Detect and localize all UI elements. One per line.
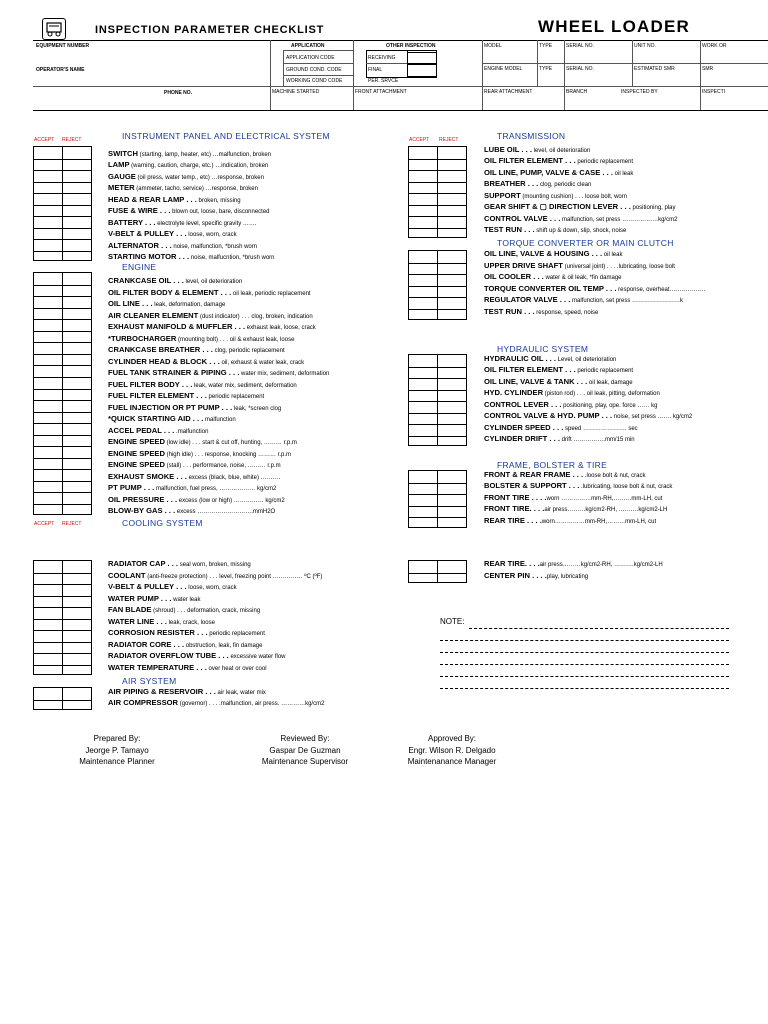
note-line[interactable] bbox=[440, 664, 729, 665]
serial-no-label: SERIAL NO. bbox=[566, 43, 594, 49]
checklist-item bbox=[108, 662, 267, 676]
item-name: FUEL FILTER BODY . . . bbox=[108, 380, 193, 389]
section-frame-bolster-tire: FRAME, BOLSTER & TIRE bbox=[497, 460, 608, 470]
item-name: FUSE & WIRE . . . bbox=[108, 206, 171, 215]
item-description: (low idle) . . . start & cut off, hunting, ……… r.p.m bbox=[164, 440, 297, 446]
item-description: response, overheat……………… bbox=[616, 287, 706, 293]
reject-label: REJECT bbox=[439, 137, 459, 143]
item-description: oil leak, damage bbox=[587, 380, 633, 386]
section-air-system: AIR SYSTEM bbox=[122, 676, 177, 686]
item-name: WATER TEMPERATURE . . . bbox=[108, 663, 207, 672]
item-description: positioning, play, ope. force …… kg bbox=[561, 403, 658, 409]
item-description: .lubricating, loose bolt & nut, crack bbox=[579, 484, 673, 490]
checklist-item bbox=[484, 306, 598, 320]
item-name: ENGINE SPEED bbox=[108, 449, 165, 458]
item-name: CONTROL VALVE & HYD. PUMP . . . bbox=[484, 411, 613, 420]
note-label: NOTE: bbox=[440, 617, 465, 626]
item-name: OIL LINE, VALVE & TANK . . . bbox=[484, 377, 588, 386]
item-description: malfunction, fuel press, ……………… kg/cm2 bbox=[154, 486, 277, 492]
item-name: FRONT & REAR FRAME . . . bbox=[484, 470, 584, 479]
item-name: *QUICK STARTING AID . . . bbox=[108, 414, 204, 423]
item-name: WATER PUMP . . . bbox=[108, 594, 172, 603]
final-label: FINAL bbox=[368, 67, 383, 73]
work-order-label: WORK OR bbox=[702, 43, 727, 49]
item-name: SWITCH bbox=[108, 149, 138, 158]
item-description: leak, crack, loose bbox=[166, 620, 215, 626]
rear-attachment-label: REAR ATTACHMENT bbox=[484, 89, 533, 95]
item-name: V-BELT & PULLEY . . . bbox=[108, 229, 187, 238]
signature-prepared-by bbox=[47, 733, 187, 768]
item-description: (mounting cushion) . . . loose bolt, worn bbox=[520, 194, 628, 200]
section-instrument-panel: INSTRUMENT PANEL AND ELECTRICAL SYSTEM bbox=[122, 131, 330, 141]
item-description: leak, *screen clog bbox=[232, 406, 282, 412]
item-description: loose, worn, crack bbox=[186, 232, 237, 238]
item-description: periodic replacement bbox=[206, 394, 265, 400]
note-line[interactable] bbox=[440, 640, 729, 641]
item-description: blown out, loose, bare, disconnected bbox=[170, 209, 270, 215]
checklist-item bbox=[108, 251, 275, 265]
item-description: clog, periodic clean bbox=[538, 182, 592, 188]
item-name: *TURBOCHARGER bbox=[108, 334, 177, 343]
form-title: INSPECTION PARAMETER CHECKLIST bbox=[95, 24, 325, 36]
item-description: broken, missing bbox=[196, 198, 241, 204]
section-transmission: TRANSMISSION bbox=[497, 131, 566, 141]
item-description: (ammeter, tacho, service) …response, broken bbox=[134, 186, 258, 192]
item-description: (universal joint) . . . .lubricating, loose bolt bbox=[562, 264, 675, 270]
note-line[interactable] bbox=[440, 688, 729, 689]
item-description: worn……………mm-RH,………mm-LH, cut bbox=[541, 519, 657, 525]
item-name: OIL LINE, PUMP, VALVE & CASE . . . bbox=[484, 168, 613, 177]
item-name: STARTING MOTOR . . . bbox=[108, 252, 190, 261]
item-description: Level, oil deterioration bbox=[556, 357, 617, 363]
item-description: (anti-freeze protection) . . . level, freezing point …………… ºC (ºF) bbox=[145, 574, 323, 580]
item-name: AIR CLEANER ELEMENT bbox=[108, 311, 199, 320]
unit-no-label: UNIT NO. bbox=[634, 43, 656, 49]
section-hydraulic-system: HYDRAULIC SYSTEM bbox=[497, 344, 589, 354]
item-description: loose, worn, crack bbox=[186, 585, 237, 591]
item-name: OIL COOLER . . . bbox=[484, 272, 544, 281]
item-name: ENGINE SPEED bbox=[108, 437, 165, 446]
item-name: REAR TIRE. . . . bbox=[484, 559, 540, 568]
checklist-item bbox=[108, 505, 275, 519]
item-name: GEAR SHIFT & ▢ DIRECTION LEVER . . . bbox=[484, 202, 631, 211]
item-name: PT PUMP . . . bbox=[108, 483, 155, 492]
item-description: shift up & down, slip, shock, noise bbox=[534, 228, 627, 234]
item-description: play, lubricating bbox=[546, 574, 589, 580]
operators-name-label: OPERATOR'S NAME bbox=[36, 67, 85, 73]
accept-reject-checkbox-grid[interactable] bbox=[33, 560, 92, 675]
item-name: REGULATOR VALVE . . . bbox=[484, 295, 571, 304]
item-description: exhaust leak, loose, crack bbox=[245, 325, 316, 331]
item-name: CONTROL LEVER . . . bbox=[484, 400, 562, 409]
item-description: positioning, play bbox=[630, 205, 676, 211]
item-name: OIL PRESSURE . . . bbox=[108, 495, 178, 504]
item-name: FAN BLADE bbox=[108, 605, 152, 614]
item-name: WATER LINE . . . bbox=[108, 617, 167, 626]
item-name: CONTROL VALVE . . . bbox=[484, 214, 561, 223]
checklist-item bbox=[484, 570, 588, 584]
accept-reject-checkbox-grid[interactable] bbox=[408, 354, 467, 446]
machine-type-title: WHEEL LOADER bbox=[538, 17, 690, 36]
item-name: RADIATOR CORE . . . bbox=[108, 640, 185, 649]
item-name: TEST RUN . . . bbox=[484, 307, 535, 316]
item-name: FRONT TIRE. . . . bbox=[484, 504, 545, 513]
item-name: FUEL FILTER ELEMENT . . . bbox=[108, 391, 207, 400]
item-description: oil leak, periodic replacement bbox=[231, 291, 311, 297]
item-description: water mix, sediment, deformation bbox=[239, 371, 330, 377]
accept-label: ACCEPT bbox=[34, 137, 55, 143]
inspected-by-label: INSPECTED BY bbox=[621, 89, 658, 95]
accept-reject-checkbox-grid[interactable] bbox=[408, 250, 467, 320]
item-name: BREATHER . . . bbox=[484, 179, 539, 188]
item-description: noise, malfunction, *brush worn bbox=[171, 244, 258, 250]
item-description: oil leak bbox=[612, 171, 634, 177]
front-attachment-label: FRONT ATTACHMENT bbox=[355, 89, 407, 95]
item-description: response, speed, noise bbox=[534, 310, 599, 316]
item-name: REAR TIRE . . . . bbox=[484, 516, 542, 525]
ground-cond-code-label: GROUND COND. CODE bbox=[286, 67, 342, 73]
item-name: OIL LINE, VALVE & HOUSING . . . bbox=[484, 249, 603, 258]
model-label: MODEL bbox=[484, 43, 502, 49]
reject-label: REJECT bbox=[62, 521, 82, 527]
note-line[interactable] bbox=[469, 628, 729, 629]
item-name: V-BELT & PULLEY . . . bbox=[108, 582, 187, 591]
checklist-item bbox=[484, 433, 635, 447]
item-description: electrolyte level, specific gravity ……. bbox=[155, 221, 257, 227]
other-inspection-label: OTHER INSPECTION bbox=[386, 43, 436, 49]
item-description: periodic replacement bbox=[207, 631, 265, 637]
signature-role: Prepared By: bbox=[93, 734, 141, 743]
item-description: air press………kg/cm2-RH, ……….kg/cm2-LH bbox=[539, 562, 663, 568]
item-description: (dust indicator) . . . clog, broken, indication bbox=[198, 314, 313, 320]
item-description: water leak bbox=[171, 597, 201, 603]
item-name: GAUGE bbox=[108, 172, 136, 181]
engine-serial-no-label: SERIAL NO. bbox=[566, 66, 594, 72]
item-name: METER bbox=[108, 183, 135, 192]
application-code-label: APPLICATION CODE bbox=[286, 55, 335, 61]
item-description: noise, set press ……. kg/cm2 bbox=[612, 414, 693, 420]
item-name: OIL FILTER ELEMENT . . . bbox=[484, 365, 576, 374]
item-name: ACCEL PEDAL . . . bbox=[108, 426, 175, 435]
item-name: EXHAUST SMOKE . . . bbox=[108, 472, 187, 481]
item-name: BLOW-BY GAS . . . bbox=[108, 506, 176, 515]
item-name: CENTER PIN . . . . bbox=[484, 571, 547, 580]
item-description: drift …………….mm/15 min bbox=[559, 437, 635, 443]
item-description: worn ……………mm-RH,………mm-LH, cut bbox=[546, 496, 663, 502]
item-description: excess (black, blue, white) ………. bbox=[186, 475, 281, 481]
machine-started-label: MACHINE STARTED bbox=[272, 89, 320, 95]
item-description: (mounting bolt) . . . oil & exhaust leak, loose bbox=[176, 337, 295, 343]
item-name: TORQUE CONVERTER OIL TEMP . . . bbox=[484, 284, 617, 293]
item-description: oil leak bbox=[602, 252, 623, 258]
signature-name: Gaspar De Guzman bbox=[269, 745, 341, 755]
item-name: FRONT TIRE . . . . bbox=[484, 493, 547, 502]
item-name: LUBE OIL . . . bbox=[484, 145, 532, 154]
phone-no-label: PHONE NO. bbox=[164, 90, 193, 96]
checklist-item bbox=[484, 224, 626, 238]
signature-name: Engr. Wilson R. Delgado bbox=[408, 745, 496, 755]
item-name: HYDRAULIC OIL . . . bbox=[484, 354, 557, 363]
item-name: RADIATOR OVERFLOW TUBE . . . bbox=[108, 651, 229, 660]
item-name: CRANKCASE OIL . . . bbox=[108, 276, 184, 285]
signature-approved-by bbox=[382, 733, 522, 768]
item-description: oil, exhaust & water leak, crack bbox=[219, 360, 305, 366]
signature-role: Approved By: bbox=[427, 734, 477, 743]
smr-label: SMR bbox=[702, 66, 714, 72]
item-name: BATTERY . . . bbox=[108, 218, 156, 227]
item-description: clog, periodic replacement bbox=[212, 348, 285, 354]
receiving-label: RECEIVING bbox=[368, 55, 396, 61]
section-engine: ENGINE bbox=[122, 262, 157, 272]
accept-reject-checkbox-grid[interactable] bbox=[33, 272, 92, 515]
item-name: BOLSTER & SUPPORT . . . bbox=[484, 481, 580, 490]
section-cooling-system: COOLING SYSTEM bbox=[122, 518, 203, 528]
item-description: level, oil deterioration bbox=[531, 148, 591, 154]
item-description: (stall) . . . performance, noise, ……… r.p.m bbox=[164, 463, 281, 469]
item-description: (warning, caution, charge, etc.) …indication, broken bbox=[129, 163, 269, 169]
item-name: OIL FILTER ELEMENT . . . bbox=[484, 156, 576, 165]
item-description: periodic replacement bbox=[575, 159, 634, 165]
item-description: seal worn, broken, missing bbox=[178, 562, 251, 568]
section-torque-converter: TORQUE CONVERTER OR MAIN CLUTCH bbox=[497, 238, 674, 248]
item-name: ENGINE SPEED bbox=[108, 460, 165, 469]
engine-type-label: TYPE bbox=[539, 66, 553, 72]
item-description: (piston rod) . . . oil leak, pitting, deformation bbox=[543, 391, 660, 397]
item-description: (starting, lamp, heater, etc) …malfunction, broken bbox=[137, 152, 272, 158]
item-name: CRANKCASE BREATHER . . . bbox=[108, 345, 213, 354]
per-srvce-label: PER. SRVCE bbox=[368, 78, 399, 84]
item-description: excess (low or high) …………… kg/cm2 bbox=[177, 498, 285, 504]
inspection-label: INSPECTI bbox=[702, 89, 726, 95]
item-name: LAMP bbox=[108, 160, 130, 169]
signature-role: Reviewed By: bbox=[280, 734, 330, 743]
item-description: level, oil deterioration bbox=[183, 279, 243, 285]
item-name: AIR PIPING & RESERVOIR . . . bbox=[108, 687, 216, 696]
item-description: malfunction, set press ………………kg/cm2 bbox=[560, 217, 678, 223]
item-description: noise, malfucntion, *brush worn bbox=[189, 255, 275, 261]
item-description: periodic replacement bbox=[575, 368, 634, 374]
item-name: TEST RUN . . . bbox=[484, 225, 535, 234]
item-name: CORROSION RESISTER . . . bbox=[108, 628, 208, 637]
item-name: HYD. CYLINDER bbox=[484, 388, 544, 397]
item-description: obstruction, leak, fin damage bbox=[184, 643, 263, 649]
application-label: APPLICATION bbox=[291, 43, 325, 49]
item-description: malfunction bbox=[203, 417, 236, 423]
item-name: RADIATOR CAP . . . bbox=[108, 559, 179, 568]
note-line[interactable] bbox=[440, 652, 729, 653]
item-name: CYLINDER DRIFT . . . bbox=[484, 434, 560, 443]
type-label: TYPE bbox=[539, 43, 553, 49]
item-name: COOLANT bbox=[108, 571, 146, 580]
engine-model-label: ENGINE MODEL bbox=[484, 66, 523, 72]
item-description: .loose bolt & nut, crack bbox=[583, 473, 646, 479]
item-description: (shroud) . . . deformation, crack, missing bbox=[151, 608, 261, 614]
signature-title: Maintenance Planner bbox=[79, 757, 155, 766]
item-name: EXHAUST MANIFOLD & MUFFLER . . . bbox=[108, 322, 246, 331]
signature-reviewed-by bbox=[235, 733, 375, 768]
item-description: malfunction, set press ……………………k bbox=[570, 298, 684, 304]
accept-reject-checkbox-grid[interactable] bbox=[33, 687, 92, 710]
item-name: HEAD & REAR LAMP . . . bbox=[108, 195, 197, 204]
item-description: air leak, water mix bbox=[215, 690, 266, 696]
checklist-item bbox=[484, 515, 656, 529]
accept-label: ACCEPT bbox=[34, 521, 55, 527]
item-description: (high idle) . . . response, knocking ……… r.p.m bbox=[164, 452, 292, 458]
item-description: excessive water flow bbox=[228, 654, 286, 660]
item-name: FUEL TANK STRAINER & PIPING . . . bbox=[108, 368, 240, 377]
signature-title: Maintenanance Manager bbox=[407, 757, 497, 766]
accept-reject-checkbox-grid[interactable] bbox=[408, 146, 467, 238]
company-logo-icon bbox=[42, 18, 66, 40]
item-description: .malfunction bbox=[174, 429, 209, 435]
item-name: SUPPORT bbox=[484, 191, 521, 200]
reject-label: REJECT bbox=[62, 137, 82, 143]
checklist-item bbox=[108, 697, 324, 711]
item-name: ALTERNATOR . . . bbox=[108, 241, 172, 250]
item-description: air press………kg/cm2-RH, ……….kg/cm2-LH bbox=[544, 507, 668, 513]
accept-reject-checkbox-grid[interactable] bbox=[408, 560, 467, 583]
signature-title: Maintenance Supervisor bbox=[261, 757, 349, 766]
item-description: (governor) . . . .malfunction, air press. …………kg/cm2 bbox=[178, 701, 325, 707]
item-name: UPPER DRIVE SHAFT bbox=[484, 261, 563, 270]
item-description: excess ……………………….mmH2O bbox=[175, 509, 276, 515]
accept-label: ACCEPT bbox=[409, 137, 430, 143]
signature-name: Jeorge P. Tamayo bbox=[85, 745, 149, 755]
item-description: leak, water mix, sediment, deformation bbox=[192, 383, 297, 389]
item-description: speed …………………. sec bbox=[563, 426, 638, 432]
item-description: water & oil leak, *fin damage bbox=[543, 275, 622, 281]
item-description: leak, deformation, damage bbox=[152, 302, 226, 308]
accept-reject-checkbox-grid[interactable] bbox=[408, 470, 467, 528]
item-name: CYLINDER HEAD & BLOCK . . . bbox=[108, 357, 220, 366]
item-name: FUEL INJECTION OR PT PUMP . . . bbox=[108, 403, 233, 412]
equipment-number-label: EQUIPMENT NUMBER bbox=[36, 43, 90, 49]
item-name: CYLINDER SPEED . . . bbox=[484, 423, 564, 432]
estimated-smr-label: ESTIMATED SMR bbox=[634, 66, 675, 72]
item-description: (oil press, water temp., etc) …response, broken bbox=[135, 175, 264, 181]
item-name: AIR COMPRESSOR bbox=[108, 698, 179, 707]
accept-reject-checkbox-grid[interactable] bbox=[33, 146, 92, 261]
branch-label: BRANCH bbox=[566, 89, 588, 95]
item-description: over heat or over cool bbox=[206, 666, 267, 672]
note-line[interactable] bbox=[440, 676, 729, 677]
working-cond-code-label: WORKING COND CODE bbox=[286, 78, 343, 84]
item-name: OIL FILTER BODY & ELEMENT . . . bbox=[108, 288, 232, 297]
item-name: OIL LINE . . . bbox=[108, 299, 153, 308]
